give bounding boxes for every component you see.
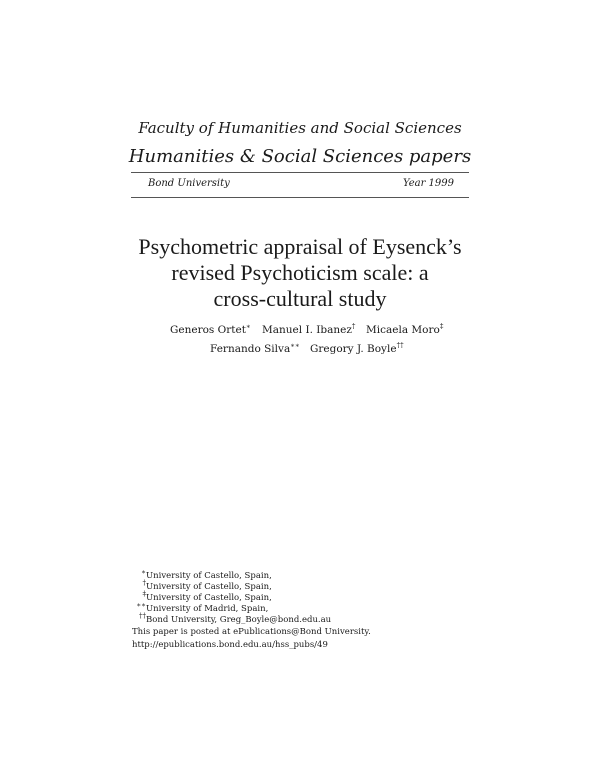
series-title: Humanities & Social Sciences papers [128, 146, 472, 167]
affiliation-footnote: ∗University of Castello, Spain, [141, 568, 272, 581]
footnote-text: University of Castello, Spain, [146, 582, 272, 592]
institution-label: Bond University [148, 178, 230, 189]
author [170, 324, 251, 336]
author [262, 324, 355, 336]
footnote-text: University of Madrid, Spain, [146, 604, 269, 614]
author-name: Generos Ortet [170, 324, 246, 336]
paper-title [0, 234, 600, 312]
title-line: revised Psychoticism scale: a [171, 260, 429, 285]
author [366, 324, 443, 336]
author-name: Gregory J. Boyle [310, 343, 397, 355]
title-line: cross-cultural study [213, 286, 387, 311]
footnote-text: University of Castello, Spain, [146, 593, 272, 603]
author-mark: †† [396, 341, 404, 350]
title-line: Psychometric appraisal of Eysenck’s [138, 234, 462, 259]
affiliation-footnote: ‡University of Castello, Spain, [142, 590, 272, 603]
footnote-text: University of Castello, Spain, [146, 571, 272, 581]
paper-url[interactable]: http://epublications.bond.edu.au/hss_pubs/49 [132, 640, 328, 650]
author-mark: ∗ [245, 322, 251, 331]
header-rule-top [131, 172, 469, 173]
header-rule-bottom [131, 197, 469, 198]
affiliation-footnote: ∗∗University of Madrid, Spain, [136, 601, 269, 614]
author-name: Fernando Silva [210, 343, 291, 355]
author-name: Manuel I. Ibanez [262, 324, 352, 336]
year-label: Year 1999 [402, 178, 454, 189]
footnote-text: Bond University, Greg_Boyle@bond.edu.au [146, 615, 332, 625]
author-mark: ∗∗ [290, 341, 300, 350]
author [210, 343, 300, 355]
author-mark: ‡ [439, 322, 444, 331]
posted-note: This paper is posted at ePublications@Bond University. [132, 627, 371, 637]
affiliation-footnote: †University of Castello, Spain, [142, 579, 272, 592]
faculty-name: Faculty of Humanities and Social Sciences [138, 119, 462, 137]
affiliation-footnote: ††Bond University, Greg_Boyle@bond.edu.au [139, 612, 332, 625]
author-name: Micaela Moro [366, 324, 440, 336]
author [310, 343, 404, 355]
author-mark: † [351, 322, 356, 331]
